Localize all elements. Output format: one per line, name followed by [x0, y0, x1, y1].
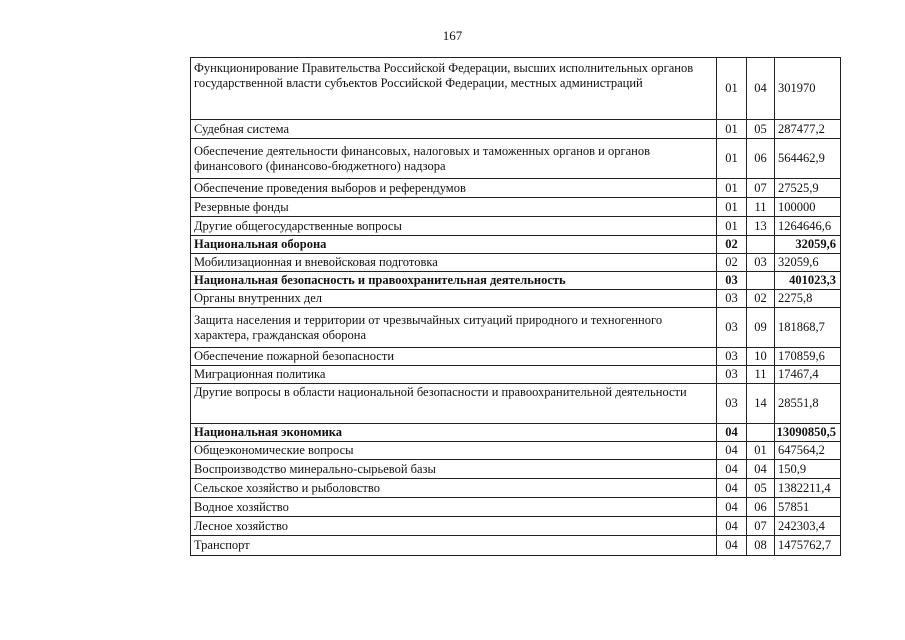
section-code-cell: 01 [717, 179, 747, 198]
table-row [191, 479, 841, 498]
subsection-code-cell: 10 [747, 348, 775, 366]
amount-cell: 181868,7 [775, 308, 841, 348]
amount-cell: 1475762,7 [775, 536, 841, 556]
subsection-code-cell: 08 [747, 536, 775, 556]
table-row [191, 517, 841, 536]
subsection-code-cell [747, 236, 775, 254]
section-code-cell: 04 [717, 517, 747, 536]
row-name-cell: Лесное хозяйство [191, 517, 717, 536]
section-code-cell: 03 [717, 348, 747, 366]
row-name-cell: Другие общегосударственные вопросы [191, 217, 717, 236]
table-row [191, 308, 841, 348]
table-row [191, 498, 841, 517]
table-row [191, 217, 841, 236]
section-code-cell: 04 [717, 424, 747, 442]
row-name-cell: Воспроизводство минерально-сырьевой базы [191, 460, 717, 479]
amount-cell: 1382211,4 [775, 479, 841, 498]
amount-cell: 1264646,6 [775, 217, 841, 236]
subsection-code-cell [747, 424, 775, 442]
table-row [191, 384, 841, 424]
amount-cell: 242303,4 [775, 517, 841, 536]
subsection-code-cell: 11 [747, 198, 775, 217]
section-code-cell: 01 [717, 217, 747, 236]
amount-cell: 27525,9 [775, 179, 841, 198]
amount-cell: 32059,6 [775, 236, 841, 254]
row-name-cell: Общеэкономические вопросы [191, 442, 717, 460]
section-code-cell: 04 [717, 498, 747, 517]
section-code-cell: 01 [717, 198, 747, 217]
table-row [191, 366, 841, 384]
budget-table [190, 57, 841, 556]
row-name-cell: Другие вопросы в области национальной безопасности и правоохранительной деятельности [191, 384, 717, 424]
amount-cell: 28551,8 [775, 384, 841, 424]
row-name-cell: Национальная экономика [191, 424, 717, 442]
row-name-cell: Органы внутренних дел [191, 290, 717, 308]
row-name-cell: Транспорт [191, 536, 717, 556]
page-number: 167 [442, 28, 463, 43]
section-code-cell: 02 [717, 236, 747, 254]
section-code-cell: 04 [717, 442, 747, 460]
row-name-cell: Национальная безопасность и правоохранительная деятельность [191, 272, 717, 290]
subsection-code-cell: 04 [747, 58, 775, 120]
subsection-code-cell: 07 [747, 517, 775, 536]
subsection-code-cell: 06 [747, 498, 775, 517]
amount-cell: 150,9 [775, 460, 841, 479]
amount-cell: 13090850,5 [775, 424, 841, 442]
amount-cell: 100000 [775, 198, 841, 217]
subsection-code-cell: 05 [747, 479, 775, 498]
row-name-cell: Национальная оборона [191, 236, 717, 254]
amount-cell: 57851 [775, 498, 841, 517]
row-name-cell: Мобилизационная и вневойсковая подготовка [191, 254, 717, 272]
amount-cell: 170859,6 [775, 348, 841, 366]
table-row [191, 424, 841, 442]
table-row [191, 179, 841, 198]
row-name-cell: Защита населения и территории от чрезвычайных ситуаций природного и техногенного характера, гражданская оборона [191, 308, 717, 348]
row-name-cell: Функционирование Правительства Российской Федерации, высших исполнительных органов государственной власти субъектов Российской Федерации, местных администраций [191, 58, 717, 120]
table-row [191, 198, 841, 217]
section-code-cell: 04 [717, 479, 747, 498]
table-row [191, 58, 841, 120]
row-name-cell: Обеспечение пожарной безопасности [191, 348, 717, 366]
section-code-cell: 04 [717, 536, 747, 556]
table-row [191, 254, 841, 272]
table-row [191, 442, 841, 460]
section-code-cell: 03 [717, 272, 747, 290]
table-row [191, 348, 841, 366]
amount-cell: 17467,4 [775, 366, 841, 384]
subsection-code-cell [747, 272, 775, 290]
section-code-cell: 04 [717, 460, 747, 479]
row-name-cell: Обеспечение проведения выборов и референдумов [191, 179, 717, 198]
subsection-code-cell: 01 [747, 442, 775, 460]
section-code-cell: 02 [717, 254, 747, 272]
section-code-cell: 03 [717, 290, 747, 308]
subsection-code-cell: 05 [747, 120, 775, 139]
subsection-code-cell: 07 [747, 179, 775, 198]
subsection-code-cell: 11 [747, 366, 775, 384]
subsection-code-cell: 14 [747, 384, 775, 424]
row-name-cell: Судебная система [191, 120, 717, 139]
amount-cell: 647564,2 [775, 442, 841, 460]
subsection-code-cell: 13 [747, 217, 775, 236]
subsection-code-cell: 03 [747, 254, 775, 272]
table-row [191, 272, 841, 290]
section-code-cell: 01 [717, 120, 747, 139]
section-code-cell: 01 [717, 58, 747, 120]
row-name-cell: Сельское хозяйство и рыболовство [191, 479, 717, 498]
subsection-code-cell: 02 [747, 290, 775, 308]
amount-cell: 564462,9 [775, 139, 841, 179]
amount-cell: 301970 [775, 58, 841, 120]
amount-cell: 401023,3 [775, 272, 841, 290]
subsection-code-cell: 09 [747, 308, 775, 348]
amount-cell: 2275,8 [775, 290, 841, 308]
section-code-cell: 01 [717, 139, 747, 179]
amount-cell: 32059,6 [775, 254, 841, 272]
row-name-cell: Водное хозяйство [191, 498, 717, 517]
budget-table-body [191, 58, 841, 556]
table-row [191, 460, 841, 479]
table-row [191, 536, 841, 556]
table-row [191, 290, 841, 308]
section-code-cell: 03 [717, 384, 747, 424]
table-row [191, 139, 841, 179]
row-name-cell: Обеспечение деятельности финансовых, налоговых и таможенных органов и органов финансового (финансово-бюджетного) надзора [191, 139, 717, 179]
row-name-cell: Резервные фонды [191, 198, 717, 217]
table-row [191, 236, 841, 254]
subsection-code-cell: 04 [747, 460, 775, 479]
table-row [191, 120, 841, 139]
subsection-code-cell: 06 [747, 139, 775, 179]
row-name-cell: Миграционная политика [191, 366, 717, 384]
section-code-cell: 03 [717, 308, 747, 348]
section-code-cell: 03 [717, 366, 747, 384]
amount-cell: 287477,2 [775, 120, 841, 139]
